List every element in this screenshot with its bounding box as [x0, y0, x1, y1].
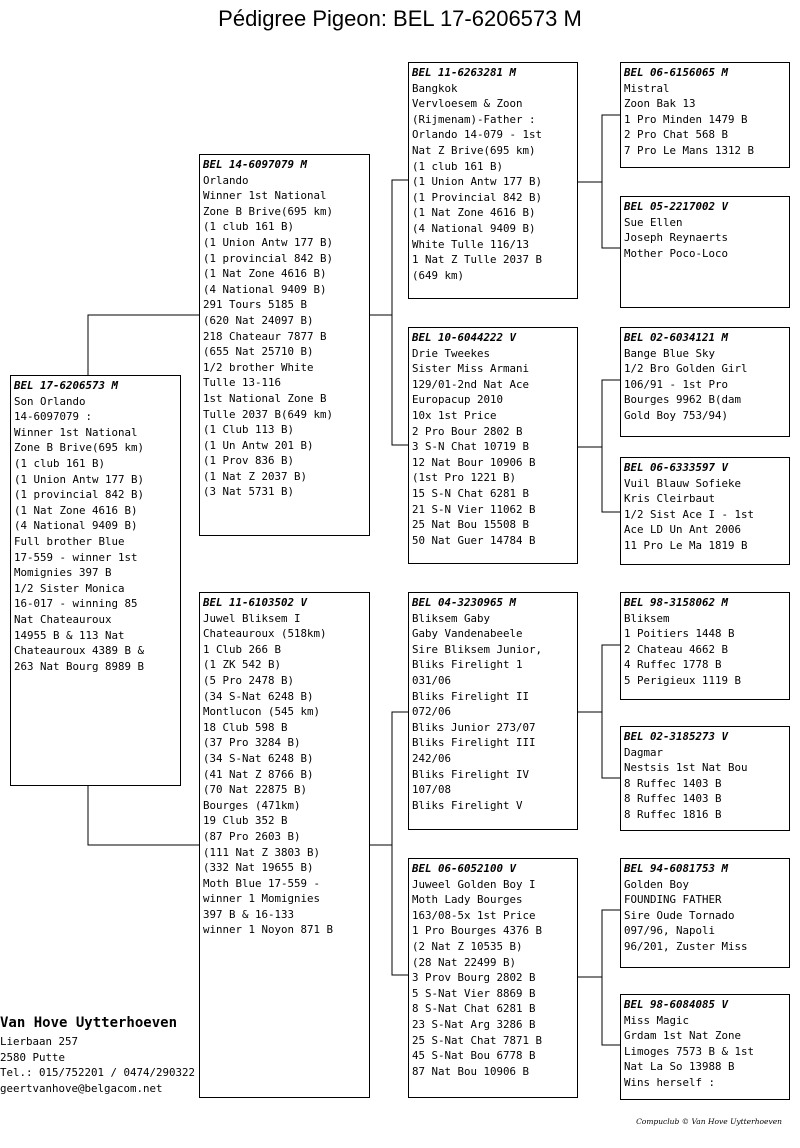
pedigree-line: 25 Nat Bou 15508 B	[412, 518, 530, 532]
pedigree-line: (Rijmenam)-Father :	[412, 112, 536, 126]
pedigree-line: (70 Nat 22875 B)	[203, 783, 308, 797]
pedigree-line: Tulle 13-116	[203, 376, 282, 390]
pedigree-line: Winner 1st National	[203, 189, 327, 203]
pedigree-line: 4 Ruffec 1778 B	[624, 658, 722, 672]
pedigree-line: 8 Ruffec 1403 B	[624, 792, 722, 806]
breeder-name: Van Hove Uytterhoeven	[0, 1015, 178, 1031]
pedigree-line: Zoon Bak 13	[624, 97, 696, 111]
pedigree-line: 1st National Zone B	[203, 391, 327, 405]
pedigree-line: 21 S-N Vier 11062 B	[412, 502, 536, 516]
pedigree-line: (1 Prov 836 B)	[203, 454, 295, 468]
pedigree-line: (34 S-Nat 6248 B)	[203, 751, 314, 765]
pedigree-line: (5 Pro 2478 B)	[203, 673, 295, 687]
pedigree-line: 1 Pro Bourges 4376 B	[412, 924, 543, 938]
pedigree-line: 5 Perigieux 1119 B	[624, 673, 742, 687]
pedigree-line: (1 provincial 842 B)	[203, 251, 334, 265]
pedigree-line: 1/2 Sist Ace I - 1st	[624, 507, 755, 521]
pedigree-line: (3 Nat 5731 B)	[203, 485, 295, 499]
ring-number: BEL 06-6052100 V	[412, 862, 517, 875]
pedigree-line: Momignies 397 B	[14, 566, 112, 580]
pedigree-line: Drie Tweekes	[412, 346, 491, 360]
pedigree-line: Bliksem	[624, 611, 670, 625]
pedigree-line: (28 Nat 22499 B)	[412, 955, 517, 969]
pedigree-line: 218 Chateaur 7877 B	[203, 329, 327, 343]
pedigree-line: (87 Pro 2603 B)	[203, 829, 301, 843]
great-grandparent-fff-card	[620, 62, 790, 168]
ring-number: BEL 11-6263281 M	[412, 66, 517, 79]
pedigree-line: 3 S-N Chat 10719 B	[412, 440, 530, 454]
pedigree-line: Ace LD Un Ant 2006	[624, 523, 742, 537]
pedigree-line: (1 Nat Zone 4616 B)	[14, 503, 138, 517]
pedigree-line: 12 Nat Bour 10906 B	[412, 455, 536, 469]
pedigree-line: Winner 1st National	[14, 425, 138, 439]
pedigree-line: (1 Nat Z 2037 B)	[203, 469, 308, 483]
pedigree-line: 25 S-Nat Chat 7871 B	[412, 1033, 543, 1047]
pedigree-line: Golden Boy	[624, 877, 690, 891]
pedigree-line: Mother Poco-Loco	[624, 246, 729, 260]
pedigree-line: White Tulle 116/13	[412, 237, 530, 251]
pedigree-line: 1/2 Bro Golden Girl	[624, 362, 748, 376]
pedigree-line: 50 Nat Guer 14784 B	[412, 533, 536, 547]
great-grandparent-mmf-card	[620, 858, 790, 968]
ring-number: BEL 14-6097079 M	[203, 158, 308, 171]
pedigree-line: Gold Boy 753/94)	[624, 408, 729, 422]
pedigree-line: Moth Blue 17-559 -	[203, 876, 321, 890]
pedigree-line: Nat Chateauroux	[14, 612, 112, 626]
pedigree-line: 129/01-2nd Nat Ace	[412, 377, 530, 391]
pedigree-line: Bliks Firelight II	[412, 689, 530, 703]
pedigree-line: Bliks Firelight IV	[412, 767, 530, 781]
pedigree-line: Chateauroux (518km)	[203, 627, 327, 641]
pedigree-line: Chateauroux 4389 B &	[14, 644, 145, 658]
pedigree-line: 397 B & 16-133	[203, 907, 295, 921]
pedigree-line: Nat La So 13988 B	[624, 1060, 735, 1074]
pedigree-line: Bliks Junior 273/07	[412, 720, 536, 734]
pedigree-line: (1 Union Antw 177 B)	[203, 235, 334, 249]
pedigree-line: 3 Prov Bourg 2802 B	[412, 971, 536, 985]
pedigree-line: Gaby Vandenabeele	[412, 627, 523, 641]
father-card	[199, 154, 370, 536]
ring-number: BEL 11-6103502 V	[203, 596, 308, 609]
maternal-grandfather-card	[408, 592, 578, 830]
pedigree-line: Nat Z Brive(695 km)	[412, 143, 536, 157]
pedigree-line: 8 Ruffec 1403 B	[624, 776, 722, 790]
pedigree-line: Full brother Blue	[14, 534, 125, 548]
ring-number: BEL 05-2217002 V	[624, 200, 729, 213]
pedigree-line: (34 S-Nat 6248 B)	[203, 689, 314, 703]
pedigree-line: Bliks Firelight III	[412, 736, 536, 750]
pedigree-line: 1 Poitiers 1448 B	[624, 627, 735, 641]
pedigree-line: (1 Club 113 B)	[203, 423, 295, 437]
pedigree-line: 163/08-5x 1st Price	[412, 908, 536, 922]
breeder-contact	[0, 1014, 195, 1096]
pedigree-line: (1 Union Antw 177 B)	[14, 472, 145, 486]
pedigree-line: 106/91 - 1st Pro	[624, 377, 729, 391]
pedigree-line: Kris Cleirbaut	[624, 492, 716, 506]
pedigree-line: (655 Nat 25710 B)	[203, 345, 314, 359]
pedigree-line: 15 S-N Chat 6281 B	[412, 486, 530, 500]
ring-number: BEL 02-3185273 V	[624, 730, 729, 743]
pedigree-line: Tulle 2037 B(649 km)	[203, 407, 334, 421]
pedigree-line: (1 Un Antw 201 B)	[203, 438, 314, 452]
pedigree-line: 17-559 - winner 1st	[14, 550, 138, 564]
pedigree-line: Sire Bliksem Junior,	[412, 642, 543, 656]
pedigree-line: 5 S-Nat Vier 8869 B	[412, 986, 536, 1000]
great-grandparent-fmm-card	[620, 457, 790, 565]
pedigree-line: Zone B Brive(695 km)	[14, 441, 145, 455]
pedigree-line: 87 Nat Bou 10906 B	[412, 1064, 530, 1078]
ring-number: BEL 10-6044222 V	[412, 331, 517, 344]
pedigree-line: Wins herself :	[624, 1075, 716, 1089]
pedigree-line: (2 Nat Z 10535 B)	[412, 939, 523, 953]
pedigree-line: Joseph Reynaerts	[624, 231, 729, 245]
pedigree-line: winner 1 Momignies	[203, 892, 321, 906]
pedigree-line: Miss Magic	[624, 1013, 690, 1027]
great-grandparent-mfm-card	[620, 726, 790, 831]
pedigree-line: (1st Pro 1221 B)	[412, 471, 517, 485]
pedigree-line: 031/06	[412, 673, 452, 687]
pedigree-line: (1 provincial 842 B)	[14, 488, 145, 502]
pedigree-line: 2 Pro Bour 2802 B	[412, 424, 523, 438]
breeder-phone: Tel.: 015/752201 / 0474/290322	[0, 1066, 196, 1080]
pedigree-line: Montlucon (545 km)	[203, 705, 321, 719]
pedigree-line: (649 km)	[412, 268, 465, 282]
pedigree-line: (37 Pro 3284 B)	[203, 736, 301, 750]
pedigree-line: 7 Pro Le Mans 1312 B	[624, 143, 755, 157]
pedigree-line: Zone B Brive(695 km)	[203, 204, 334, 218]
pedigree-line: Bliksem Gaby	[412, 611, 491, 625]
great-grandparent-mff-card	[620, 592, 790, 700]
pedigree-line: Juweel Golden Boy I	[412, 877, 536, 891]
pedigree-line: 16-017 - winning 85	[14, 597, 138, 611]
great-grandparent-mmm-card	[620, 994, 790, 1100]
pedigree-line: 8 S-Nat Chat 6281 B	[412, 1002, 536, 1016]
pedigree-line: (4 National 9409 B)	[412, 221, 536, 235]
pedigree-line: 14-6097079 :	[14, 410, 93, 424]
ring-number: BEL 98-3158062 M	[624, 596, 729, 609]
breeder-street: Lierbaan 257	[0, 1035, 79, 1048]
pedigree-line: (1 Provincial 842 B)	[412, 190, 543, 204]
ring-number: BEL 06-6156065 M	[624, 66, 729, 79]
mother-card	[199, 592, 370, 1098]
pedigree-line: Orlando 14-079 - 1st	[412, 128, 543, 142]
pedigree-line: 8 Ruffec 1816 B	[624, 807, 722, 821]
pedigree-line: (1 club 161 B)	[203, 220, 295, 234]
pedigree-line: Vervloesem & Zoon	[412, 97, 523, 111]
ring-number: BEL 02-6034121 M	[624, 331, 729, 344]
pedigree-line: 1/2 brother White	[203, 360, 314, 374]
pedigree-line: 107/08	[412, 783, 452, 797]
ring-number: BEL 17-6206573 M	[14, 379, 119, 392]
pedigree-line: (1 club 161 B)	[412, 159, 504, 173]
great-grandparent-fmf-card	[620, 327, 790, 437]
pedigree-line: 242/06	[412, 751, 452, 765]
ring-number: BEL 94-6081753 M	[624, 862, 729, 875]
page-title: Pédigree Pigeon: BEL 17-6206573 M	[218, 6, 582, 31]
subject-pigeon-card	[10, 375, 181, 786]
pedigree-line: Son Orlando	[14, 394, 86, 408]
pedigree-line: Sue Ellen	[624, 215, 683, 229]
ring-number: BEL 06-6333597 V	[624, 461, 729, 474]
pedigree-line: 2 Pro Chat 568 B	[624, 128, 729, 142]
pedigree-line: Orlando	[203, 173, 249, 187]
great-grandparent-ffm-card	[620, 196, 790, 308]
pedigree-line: FOUNDING FATHER	[624, 893, 722, 907]
pedigree-line: Juwel Bliksem I	[203, 611, 301, 625]
pedigree-line: Nestsis 1st Nat Bou	[624, 761, 748, 775]
pedigree-line: 072/06	[412, 705, 452, 719]
maternal-grandmother-card	[408, 858, 578, 1098]
pedigree-line: (1 Nat Zone 4616 B)	[412, 206, 536, 220]
pedigree-line: Bangkok	[412, 81, 458, 95]
pedigree-line: Mistral	[624, 81, 670, 95]
ring-number: BEL 04-3230965 M	[412, 596, 517, 609]
pedigree-line: Limoges 7573 B & 1st	[624, 1044, 755, 1058]
paternal-grandmother-card	[408, 327, 578, 564]
pedigree-line: (41 Nat Z 8766 B)	[203, 767, 314, 781]
pedigree-line: (1 club 161 B)	[14, 456, 106, 470]
pedigree-line: winner 1 Noyon 871 B	[203, 923, 334, 937]
pedigree-line: (620 Nat 24097 B)	[203, 313, 314, 327]
pedigree-line: Sister Miss Armani	[412, 362, 530, 376]
pedigree-line: Moth Lady Bourges	[412, 893, 523, 907]
pedigree-line: Bliks Firelight V	[412, 798, 523, 812]
breeder-city: 2580 Putte	[0, 1050, 66, 1064]
pedigree-line: Bliks Firelight 1	[412, 658, 523, 672]
pedigree-line: 1/2 Sister Monica	[14, 581, 125, 595]
pedigree-line: 23 S-Nat Arg 3286 B	[412, 1017, 536, 1031]
pedigree-line: 291 Tours 5185 B	[203, 298, 308, 312]
pedigree-line: 14955 B & 113 Nat	[14, 628, 125, 642]
pedigree-line: 10x 1st Price	[412, 408, 497, 422]
pedigree-line: (332 Nat 19655 B)	[203, 861, 314, 875]
pedigree-line: Bourges (471km)	[203, 798, 301, 812]
pedigree-line: Vuil Blauw Sofieke	[624, 476, 742, 490]
pedigree-line: 19 Club 352 B	[203, 814, 288, 828]
pedigree-line: (4 National 9409 B)	[14, 519, 138, 533]
pedigree-line: 45 S-Nat Bou 6778 B	[412, 1049, 536, 1063]
pedigree-line: 097/96, Napoli	[624, 924, 716, 938]
pedigree-line: 1 Pro Minden 1479 B	[624, 112, 748, 126]
pedigree-line: (111 Nat Z 3803 B)	[203, 845, 321, 859]
pedigree-line: (4 National 9409 B)	[203, 282, 327, 296]
ring-number: BEL 98-6084085 V	[624, 998, 729, 1011]
pedigree-line: 11 Pro Le Ma 1819 B	[624, 538, 748, 552]
pedigree-line: Sire Oude Tornado	[624, 908, 735, 922]
paternal-grandfather-card	[408, 62, 578, 299]
pedigree-line: 96/201, Zuster Miss	[624, 939, 748, 953]
footer-credit: Compuclub © Van Hove Uytterhoeven	[636, 1117, 782, 1126]
pedigree-line: 263 Nat Bourg 8989 B	[14, 659, 145, 673]
pedigree-line: Dagmar	[624, 745, 664, 759]
pedigree-line: 18 Club 598 B	[203, 720, 288, 734]
pedigree-line: (1 ZK 542 B)	[203, 658, 282, 672]
pedigree-line: Bourges 9962 B(dam	[624, 393, 742, 407]
pedigree-line: 2 Chateau 4662 B	[624, 642, 729, 656]
pedigree-line: Grdam 1st Nat Zone	[624, 1029, 742, 1043]
pedigree-line: 1 Club 266 B	[203, 642, 282, 656]
pedigree-line: (1 Nat Zone 4616 B)	[203, 267, 327, 281]
pedigree-line: 1 Nat Z Tulle 2037 B	[412, 253, 543, 267]
pedigree-line: Europacup 2010	[412, 393, 504, 407]
breeder-email: geertvanhove@belgacom.net	[0, 1081, 163, 1095]
pedigree-line: Bange Blue Sky	[624, 346, 716, 360]
pedigree-line: (1 Union Antw 177 B)	[412, 175, 543, 189]
